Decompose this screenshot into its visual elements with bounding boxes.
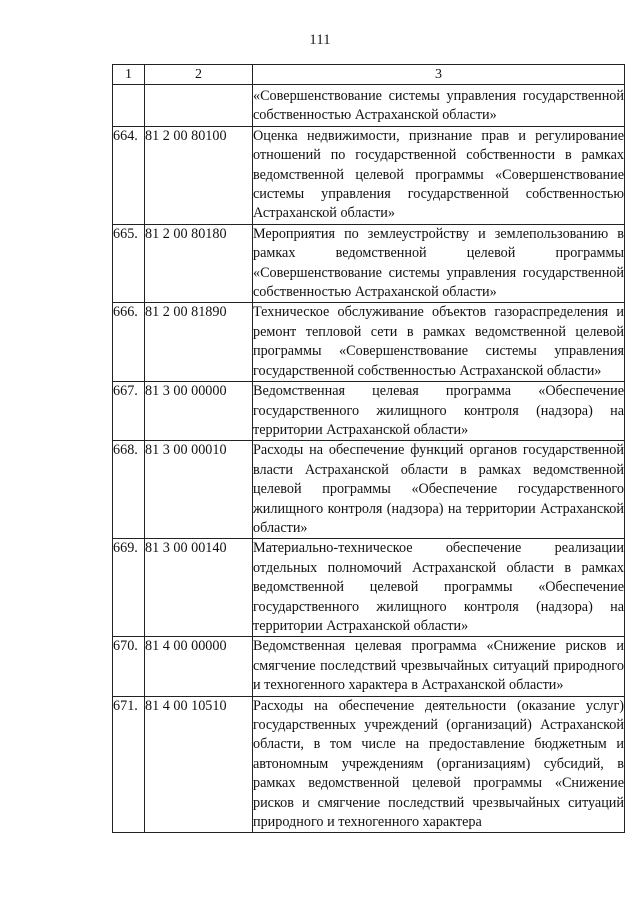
page-number: 111 <box>309 32 331 48</box>
row-description: Ведомственная целевая программа «Снижение рисков и смягчение последствий чрезвычайных ситуаций природного и техногенного характера в Астраханской области» <box>253 637 625 696</box>
row-description: Техническое обслуживание объектов газораспределения и ремонт тепловой сети в рамках ведомственной целевой программы «Совершенствование системы управления государственной собственностью Астраханской области» <box>253 303 625 382</box>
table-row <box>113 696 625 833</box>
row-code: 81 3 00 00140 <box>145 539 253 637</box>
row-description: Расходы на обеспечение деятельности (оказание услуг) государственных учреждений (организаций) Астраханской области, в том числе на предоставление бюджетным и автономным учреждениям (организациям) субсидий, в рамках ведомственной целевой программы «Снижение рисков и смягчение последствий чрезвычайных ситуаций природного и техногенного характера <box>253 696 625 833</box>
row-code-empty <box>145 85 253 127</box>
row-description: Ведомственная целевая программа «Обеспечение государственного жилищного контроля (надзора) на территории Астраханской области» <box>253 382 625 441</box>
row-description: Материально-техническое обеспечение реализации отдельных полномочий Астраханской области в рамках ведомственной целевой программы «Обеспечение государственного жилищного контроля (надзора) на территории Астраханской области» <box>253 539 625 637</box>
table-row <box>113 382 625 441</box>
row-code: 81 3 00 00010 <box>145 441 253 539</box>
table-row <box>113 126 625 224</box>
row-description: Мероприятия по землеустройству и землепользованию в рамках ведомственной целевой программы «Совершенствование системы управления государственной собственностью Астраханской области» <box>253 224 625 303</box>
row-description: Расходы на обеспечение функций органов государственной власти Астраханской области в рамках ведомственной целевой программы «Обеспечение государственного жилищного контроля (надзора) на территории Астраханской области» <box>253 441 625 539</box>
row-number: 669. <box>113 539 145 637</box>
row-number: 668. <box>113 441 145 539</box>
row-code: 81 4 00 10510 <box>145 696 253 833</box>
header-col-1: 1 <box>113 65 145 85</box>
row-number: 666. <box>113 303 145 382</box>
row-code: 81 4 00 00000 <box>145 637 253 696</box>
table-row-continuation <box>113 85 625 127</box>
row-code: 81 2 00 80100 <box>145 126 253 224</box>
row-number: 665. <box>113 224 145 303</box>
row-code: 81 2 00 81890 <box>145 303 253 382</box>
table-row <box>113 303 625 382</box>
row-number-empty <box>113 85 145 127</box>
row-number: 671. <box>113 696 145 833</box>
row-number: 670. <box>113 637 145 696</box>
table-row <box>113 637 625 696</box>
table-row <box>113 224 625 303</box>
row-description: Оценка недвижимости, признание прав и регулирование отношений по государственной собственности в рамках ведомственной целевой программы «Совершенствование системы управления государственной собственностью Астраханской области» <box>253 126 625 224</box>
header-col-3: 3 <box>253 65 625 85</box>
row-description: «Совершенствование системы управления государственной собственностью Астраханской области» <box>253 85 625 127</box>
row-code: 81 3 00 00000 <box>145 382 253 441</box>
table-header-row <box>113 65 625 85</box>
header-col-2: 2 <box>145 65 253 85</box>
budget-classification-table <box>112 64 625 833</box>
table-row <box>113 441 625 539</box>
table-row <box>113 539 625 637</box>
row-code: 81 2 00 80180 <box>145 224 253 303</box>
row-number: 667. <box>113 382 145 441</box>
row-number: 664. <box>113 126 145 224</box>
